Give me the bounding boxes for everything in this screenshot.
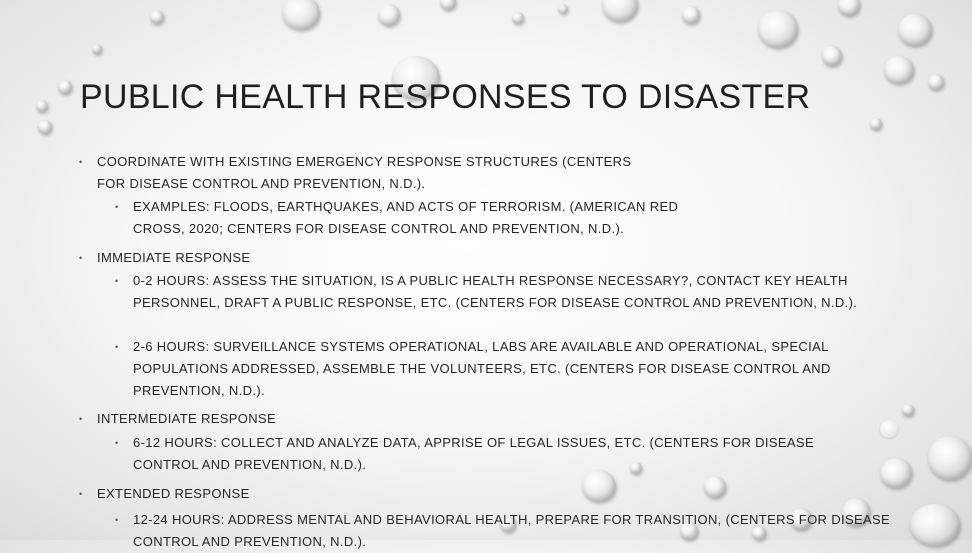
list-item	[79, 408, 697, 430]
list-item-text: 2-6 HOURS: SURVEILLANCE SYSTEMS OPERATIONAL, LABS ARE AVAILABLE AND OPERATIONAL, SPECIAL POPULATIONS ADDRESSED, ASSEMBLE THE VOLUNTEERS, ETC. (CENTERS FOR DISEASE CONTROL AND PREVENTION, N.D.).	[133, 339, 831, 398]
list-item-text: 12-24 HOURS: ADDRESS MENTAL AND BEHAVIORAL HEALTH, PREPARE FOR TRANSITION, (CENTERS FOR DISEASE CONTROL AND PREVENTION, N.D.).	[133, 512, 891, 549]
list-item	[79, 151, 657, 195]
bullet-icon: •	[79, 253, 83, 263]
list-item	[115, 336, 893, 402]
slide-title: PUBLIC HEALTH RESPONSES TO DISASTER	[80, 78, 811, 116]
list-item	[115, 432, 873, 476]
bullet-icon: •	[115, 438, 119, 448]
list-item	[115, 196, 733, 240]
bullet-icon: •	[79, 489, 83, 499]
list-item	[79, 483, 697, 505]
list-item-text: EXTENDED RESPONSE	[97, 486, 250, 501]
list-item-text: 6-12 HOURS: COLLECT AND ANALYZE DATA, APPRISE OF LEGAL ISSUES, ETC. (CENTERS FOR DISEASE CONTROL AND PREVENTION, N.D.).	[133, 435, 814, 472]
bullet-icon: •	[79, 157, 83, 167]
list-item-text: INTERMEDIATE RESPONSE	[97, 411, 277, 426]
bullet-icon: •	[79, 414, 83, 424]
list-item-text: 0-2 HOURS: ASSESS THE SITUATION, IS A PUBLIC HEALTH RESPONSE NECESSARY?, CONTACT KEY HEALTH PERSONNEL, DRAFT A PUBLIC RESPONSE, ETC. (CENTERS FOR DISEASE CONTROL AND PREVENTION, N.D.).	[133, 273, 858, 310]
list-item	[115, 509, 893, 553]
list-item-text: IMMEDIATE RESPONSE	[97, 250, 251, 265]
bullet-icon: •	[115, 342, 119, 352]
bullet-icon: •	[115, 515, 119, 525]
list-item	[79, 247, 697, 269]
list-item-text: EXAMPLES: FLOODS, EARTHQUAKES, AND ACTS OF TERRORISM. (AMERICAN RED CROSS, 2020; CENTERS FOR DISEASE CONTROL AND PREVENTION, N.D.).	[133, 199, 679, 236]
bullet-icon: •	[115, 276, 119, 286]
list-item	[115, 270, 873, 314]
list-item-text: COORDINATE WITH EXISTING EMERGENCY RESPONSE STRUCTURES (CENTERS FOR DISEASE CONTROL AND PREVENTION, N.D.).	[97, 154, 632, 191]
bullet-icon: •	[115, 202, 119, 212]
